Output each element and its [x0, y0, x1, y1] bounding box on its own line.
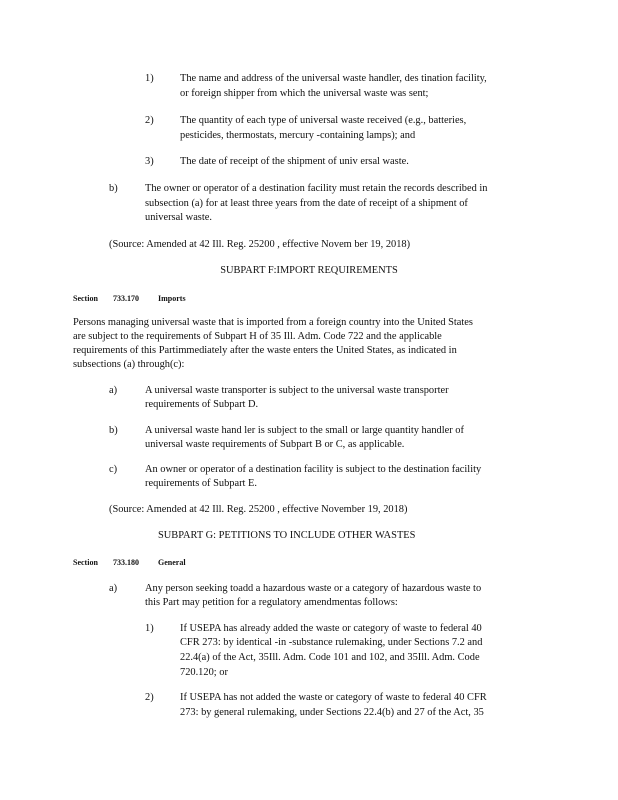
section-title: Imports [158, 294, 186, 303]
paragraph-line: are subject to the requirements of Subpart H of 35 Ill. Adm. Code 722 and the applicable [73, 331, 442, 342]
paragraph-line: subsections (a) through(c): [73, 359, 185, 370]
item-text: The name and address of the universal waste handler, des tination facility, [180, 73, 487, 84]
subsection-text: this Part may petition for a regulatory amendmentas follows: [145, 597, 398, 608]
subsection-label: c) [109, 464, 118, 475]
subsection-label: b) [109, 183, 118, 194]
section-word: Section [73, 558, 98, 567]
item-label: 2) [145, 692, 154, 703]
subsection-text: The owner or operator of a destination facility must retain the records described in [145, 183, 488, 194]
section-number: 733.170 [113, 294, 139, 303]
item-text: or foreign shipper from which the universal waste was sent; [180, 88, 429, 99]
subsection-label: a) [109, 583, 118, 594]
subsection-text: universal waste. [145, 212, 212, 223]
subpart-heading: SUBPART G: PETITIONS TO INCLUDE OTHER WASTES [158, 530, 416, 541]
subsection-text: An owner or operator of a destination facility is subject to the destination facility [145, 464, 482, 475]
subsection-text: A universal waste hand ler is subject to the small or large quantity handler of [145, 425, 464, 436]
subsection-text: subsection (a) for at least three years from the date of receipt of a shipment of [145, 198, 468, 209]
item-text: If USEPA has not added the waste or category of waste to federal 40 CFR [180, 692, 487, 703]
item-text: The date of receipt of the shipment of univ ersal waste. [180, 156, 409, 167]
subsection-text: universal waste requirements of Subpart B or C, as applicable. [145, 439, 405, 450]
section-word: Section [73, 294, 98, 303]
item-label: 1) [145, 623, 154, 634]
item-text: CFR 273: by identical -in -substance rulemaking, under Sections 7.2 and [180, 637, 483, 648]
subsection-text: A universal waste transporter is subject to the universal waste transporter [145, 385, 449, 396]
item-text: The quantity of each type of universal waste received (e.g., batteries, [180, 115, 467, 126]
item-text: 22.4(a) of the Act, 35Ill. Adm. Code 101 and 102, and 35Ill. Adm. Code [180, 652, 480, 663]
subsection-label: a) [109, 385, 118, 396]
subpart-heading: SUBPART F:IMPORT REQUIREMENTS [220, 265, 398, 276]
subsection-label: b) [109, 425, 118, 436]
subsection-text: requirements of Subpart E. [145, 478, 257, 489]
item-text: 273: by general rulemaking, under Sections 22.4(b) and 27 of the Act, 35 [180, 707, 484, 718]
item-label: 1) [145, 73, 154, 84]
paragraph-line: requirements of this Partimmediately after the waste enters the United States, as indicated in [73, 345, 457, 356]
subsection-text: requirements of Subpart D. [145, 399, 259, 410]
item-label: 2) [145, 115, 154, 126]
section-title: General [158, 558, 186, 567]
item-text: If USEPA has already added the waste or category of waste to federal 40 [180, 623, 482, 634]
item-text: pesticides, thermostats, mercury -containing lamps); and [180, 130, 416, 141]
item-text: 720.120; or [180, 667, 228, 678]
subsection-text: Any person seeking toadd a hazardous waste or a category of hazardous waste to [145, 583, 482, 594]
source-note: (Source: Amended at 42 Ill. Reg. 25200 , effective November 19, 2018) [109, 504, 408, 515]
paragraph-line: Persons managing universal waste that is imported from a foreign country into the United States [73, 317, 473, 328]
item-label: 3) [145, 156, 154, 167]
section-number: 733.180 [113, 558, 139, 567]
source-note: (Source: Amended at 42 Ill. Reg. 25200 , effective Novem ber 19, 2018) [109, 239, 411, 250]
